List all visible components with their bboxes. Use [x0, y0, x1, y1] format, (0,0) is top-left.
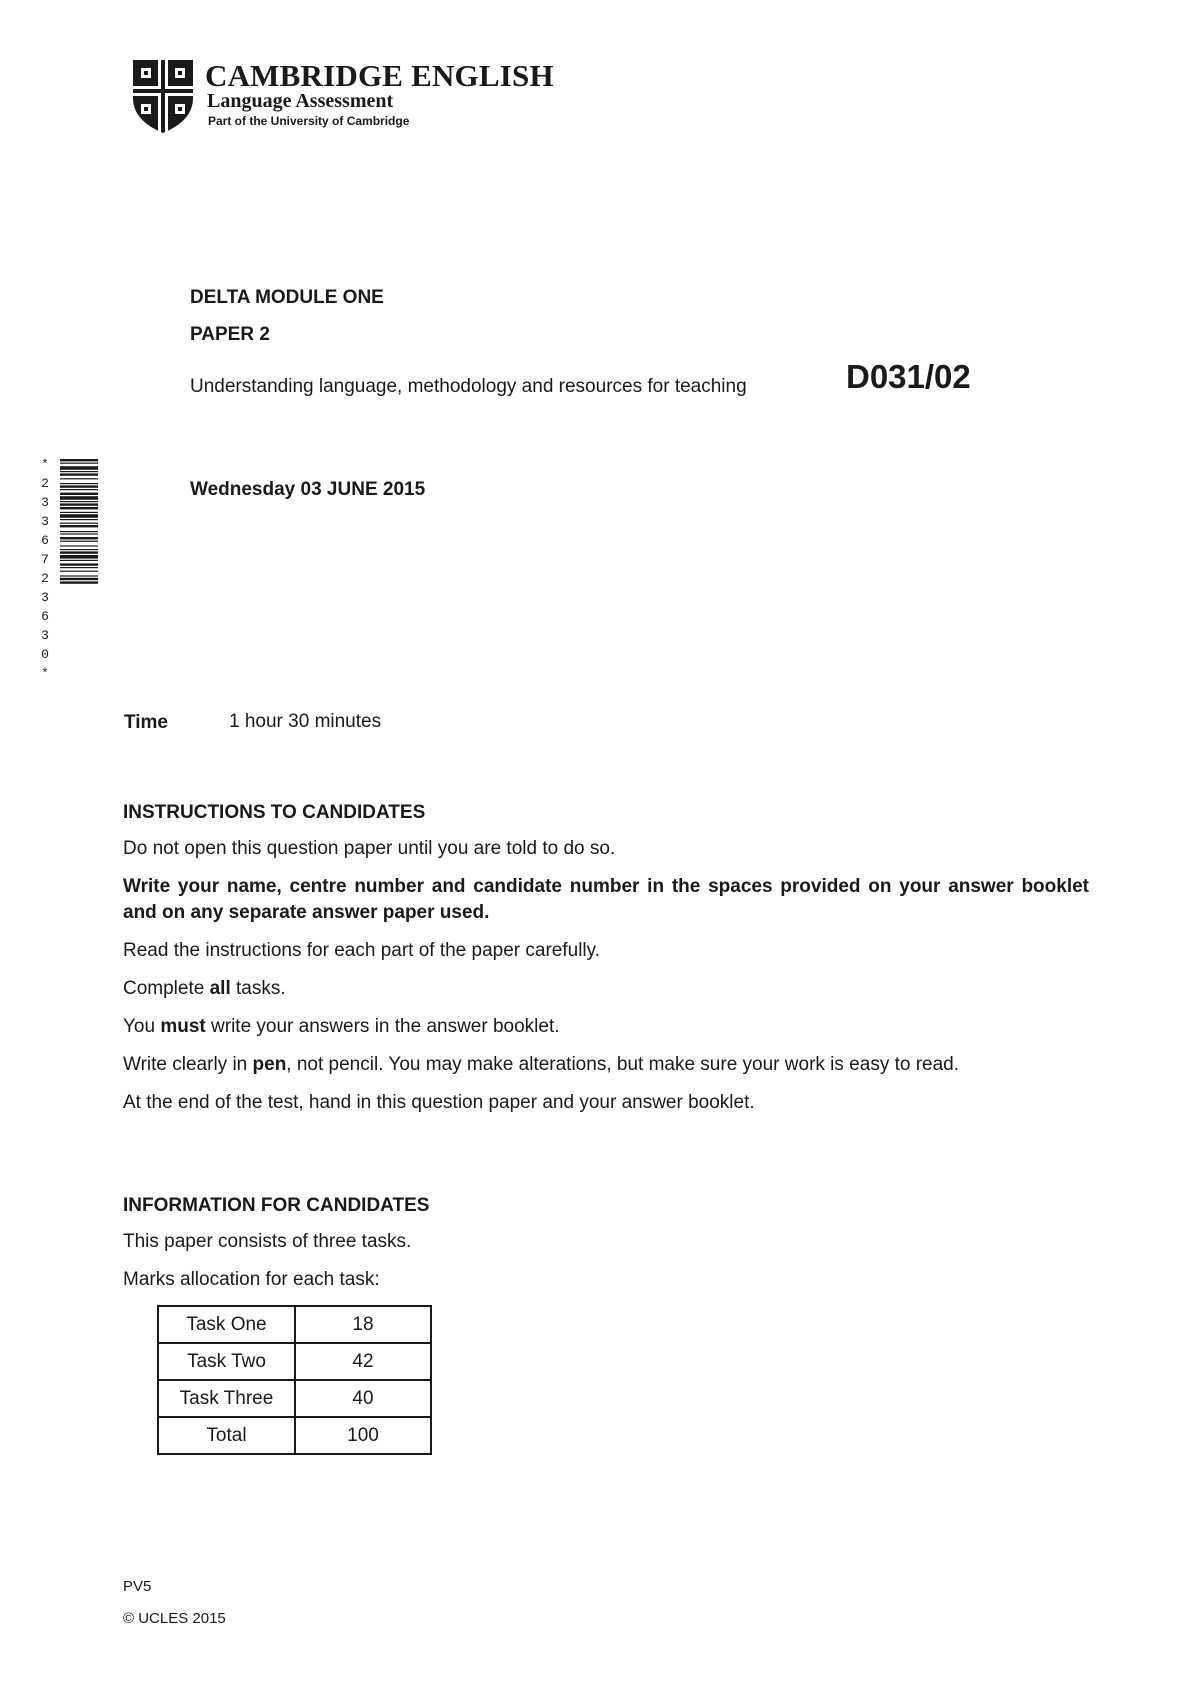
- table-row: [158, 1343, 431, 1380]
- barcode-bar: [60, 533, 98, 534]
- barcode-digit: 0: [41, 647, 49, 662]
- barcode-bar: [60, 493, 98, 495]
- barcode-digit: 2: [41, 476, 49, 491]
- barcode-bar: [60, 563, 98, 565]
- emphasis: pen: [252, 1054, 287, 1075]
- barcode-bar: [60, 581, 98, 583]
- text: tasks.: [230, 978, 286, 999]
- cambridge-shield-icon: [131, 58, 195, 134]
- instruction-line: [123, 1014, 1089, 1040]
- instruction-line: [123, 1052, 1089, 1078]
- table-row: [158, 1417, 431, 1454]
- barcode-bar: [60, 503, 98, 505]
- marks-cell: 40: [295, 1380, 431, 1417]
- instructions-section: [123, 802, 1089, 1128]
- barcode-bar: [60, 473, 98, 475]
- barcode-digits: [38, 455, 52, 683]
- text: Write clearly in: [123, 1054, 253, 1075]
- instruction-line: Read the instructions for each part of the paper carefully.: [123, 940, 601, 961]
- barcode-bar: [60, 575, 98, 576]
- barcode-bar: [60, 541, 98, 542]
- instructions-heading: INSTRUCTIONS TO CANDIDATES: [123, 802, 426, 823]
- barcode-bar: [60, 560, 98, 561]
- instruction-line-bold: Write your name, centre number and candidate number in the spaces provided on your answer booklet and on any separate answer paper used.: [123, 876, 1089, 923]
- barcode-digit: *: [41, 666, 49, 681]
- text: Complete: [123, 978, 210, 999]
- text: , not pencil. You may make alterations, but make sure your work is easy to read.: [286, 1054, 960, 1075]
- barcode-bar: [60, 496, 98, 500]
- barcode-digit: 7: [41, 552, 49, 567]
- barcode-bar: [60, 478, 98, 479]
- barcode-digit: 3: [41, 514, 49, 529]
- barcode-bar: [60, 483, 98, 484]
- paper-title: PAPER 2: [190, 324, 270, 345]
- barcode-digit: 2: [41, 571, 49, 586]
- barcode-bar: [60, 459, 98, 461]
- cambridge-english-logo: [131, 58, 591, 138]
- task-cell: Task One: [158, 1306, 295, 1343]
- barcode-bar: [60, 531, 98, 532]
- marks-cell: 18: [295, 1306, 431, 1343]
- marks-cell: 100: [295, 1417, 431, 1454]
- table-row: [158, 1380, 431, 1417]
- marks-cell: 42: [295, 1343, 431, 1380]
- information-section: [123, 1195, 1089, 1455]
- barcode-bar: [60, 501, 98, 502]
- barcode-bars: [60, 459, 98, 681]
- logo-tagline: Part of the University of Cambridge: [208, 114, 410, 128]
- paper-subtitle: Understanding language, methodology and resources for teaching: [190, 376, 747, 397]
- barcode-bar: [60, 523, 98, 524]
- task-cell: Task Two: [158, 1343, 295, 1380]
- table-row: [158, 1306, 431, 1343]
- barcode-bar: [60, 519, 98, 520]
- barcode-bar: [60, 485, 98, 487]
- logo-subtitle: Language Assessment: [207, 90, 394, 112]
- text: You: [123, 1016, 161, 1037]
- barcode-digit: 6: [41, 533, 49, 548]
- barcode-bar: [60, 489, 98, 490]
- time-label: Time: [124, 712, 169, 733]
- barcode-digit: 6: [41, 609, 49, 624]
- text: write your answers in the answer booklet.: [205, 1016, 560, 1037]
- barcode: [38, 455, 102, 685]
- information-line: This paper consists of three tasks.: [123, 1231, 412, 1252]
- barcode-bar: [60, 466, 98, 470]
- barcode-bar: [60, 471, 98, 472]
- version-code: PV5: [123, 1578, 152, 1595]
- time-value: 1 hour 30 minutes: [229, 711, 382, 732]
- barcode-bar: [60, 525, 98, 527]
- copyright: © UCLES 2015: [123, 1610, 226, 1627]
- barcode-bar: [60, 545, 98, 546]
- exam-date: Wednesday 03 JUNE 2015: [190, 479, 426, 500]
- barcode-digit: 3: [41, 628, 49, 643]
- instruction-line: At the end of the test, hand in this question paper and your answer booklet.: [123, 1092, 755, 1113]
- emphasis: all: [209, 978, 231, 999]
- task-cell: Total: [158, 1417, 295, 1454]
- barcode-bar: [60, 578, 98, 580]
- barcode-bar: [60, 549, 98, 550]
- information-line: Marks allocation for each task:: [123, 1269, 380, 1290]
- barcode-bar: [60, 514, 98, 518]
- barcode-bar: [60, 507, 98, 509]
- marks-table: [157, 1305, 432, 1455]
- module-title: DELTA MODULE ONE: [190, 287, 384, 308]
- barcode-bar: [60, 512, 98, 513]
- paper-code: D031/02: [846, 358, 971, 395]
- barcode-digit: 3: [41, 590, 49, 605]
- barcode-bar: [60, 551, 98, 553]
- task-cell: Task Three: [158, 1380, 295, 1417]
- barcode-bar: [60, 571, 98, 572]
- barcode-bar: [60, 567, 98, 568]
- barcode-bar: [60, 537, 98, 539]
- instruction-line: [123, 976, 1089, 1002]
- barcode-digit: *: [41, 457, 49, 472]
- emphasis: must: [160, 1016, 206, 1037]
- barcode-digit: 3: [41, 495, 49, 510]
- logo-brand: CAMBRIDGE ENGLISH: [205, 58, 554, 93]
- instruction-line: Do not open this question paper until you are told to do so.: [123, 838, 616, 859]
- barcode-bar: [60, 555, 98, 559]
- barcode-bar: [60, 463, 98, 464]
- information-heading: INFORMATION FOR CANDIDATES: [123, 1195, 430, 1216]
